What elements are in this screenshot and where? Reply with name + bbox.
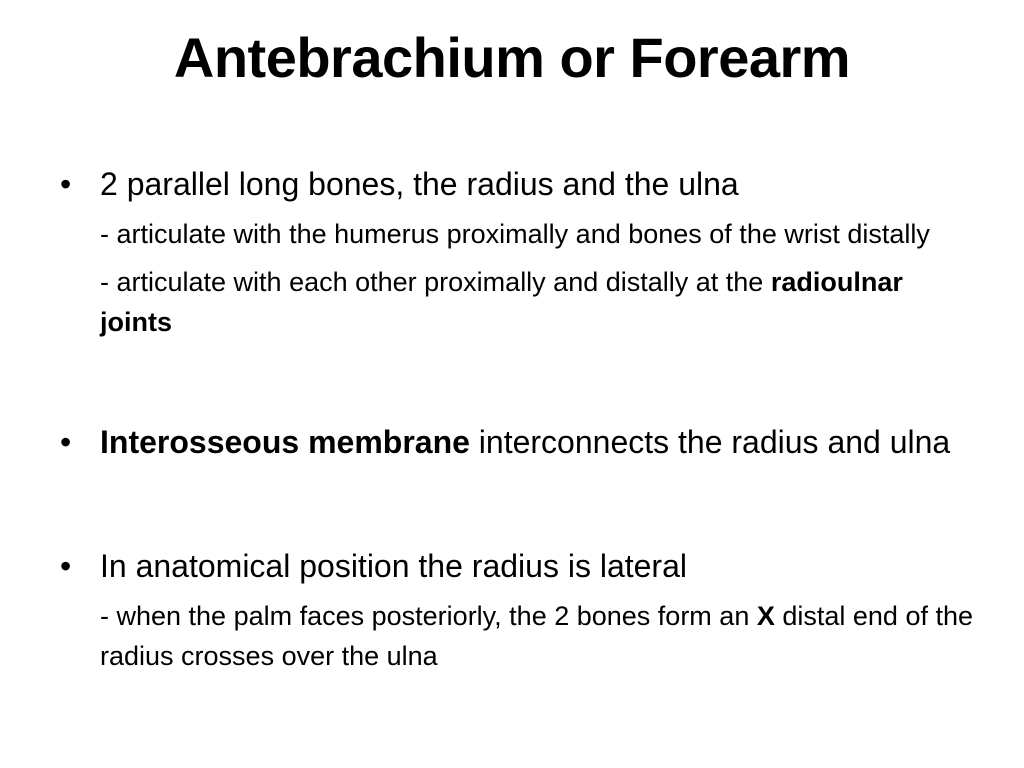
sub-point-text-continued: distal end of the radius crosses over the ulna <box>100 601 973 671</box>
sub-point-text: - articulate with each other proximally and distally at the <box>100 267 771 297</box>
bullet-line <box>60 418 980 466</box>
bullet-line <box>60 542 980 590</box>
sub-point <box>60 214 980 254</box>
sub-point-text: - articulate with the humerus proximally and bones of the wrist distally <box>100 219 930 249</box>
sub-point <box>60 262 980 342</box>
bullet-dot-icon: • <box>60 548 72 584</box>
sub-point <box>60 596 980 676</box>
bullet-dot-icon: • <box>60 424 72 460</box>
bullet-text: 2 parallel long bones, the radius and the ulna <box>100 166 739 202</box>
sub-point-text: - when the palm faces posteriorly, the 2 bones form an <box>100 601 757 631</box>
bullet-bold-term: Interosseous membrane <box>100 424 470 460</box>
sub-point-bold-term: radioulnar joints <box>100 267 903 337</box>
bullet-item <box>60 160 980 342</box>
bullet-item <box>60 418 980 466</box>
bullet-line <box>60 160 980 208</box>
bullet-text: In anatomical position the radius is lateral <box>100 548 687 584</box>
slide-title: Antebrachium or Forearm <box>173 26 851 89</box>
sub-point-bold-term: X <box>756 601 775 631</box>
bullet-dot-icon: • <box>60 166 72 202</box>
bullet-item <box>60 542 980 676</box>
bullet-text: interconnects the radius and ulna <box>469 424 951 460</box>
